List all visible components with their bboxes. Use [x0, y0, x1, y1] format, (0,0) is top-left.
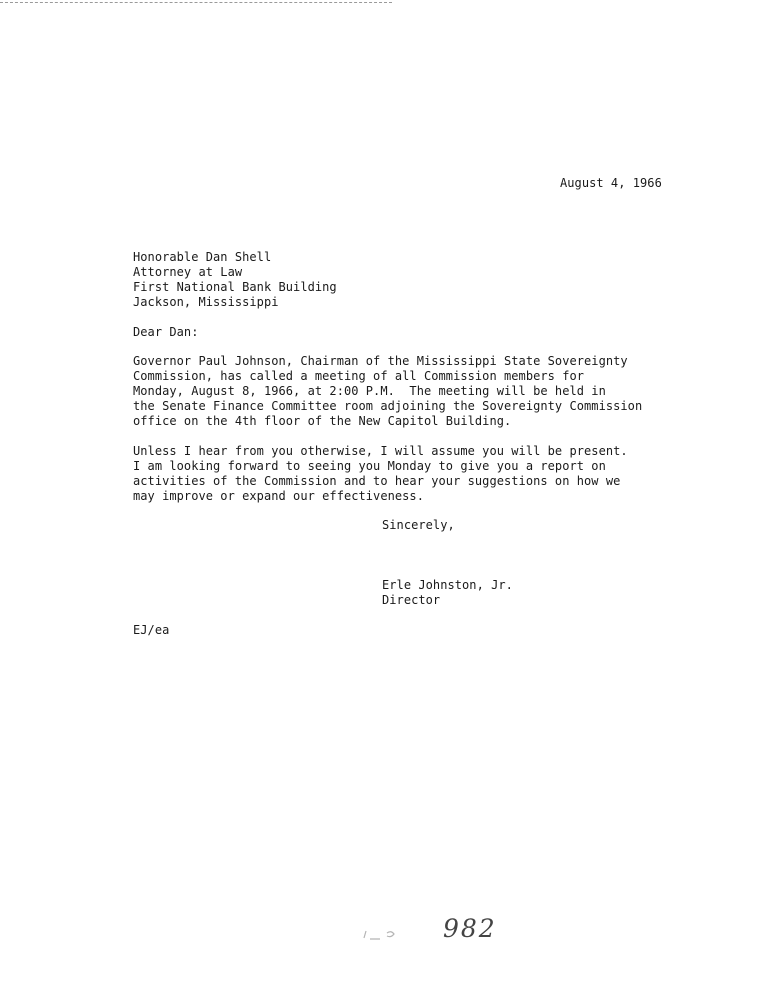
paragraph-2-line: may improve or expand our effectiveness. — [133, 489, 424, 503]
signer-title: Director — [382, 593, 441, 607]
recipient-building: First National Bank Building — [133, 280, 337, 294]
faint-stamp-mark — [360, 928, 420, 942]
paragraph-1-line: Governor Paul Johnson, Chairman of the Mississippi State Sovereignty — [133, 354, 628, 368]
paragraph-1-line: the Senate Finance Committee room adjoining the Sovereignty Commission — [133, 399, 643, 413]
archive-stamp — [360, 912, 510, 946]
salutation: Dear Dan: — [133, 325, 199, 339]
closing: Sincerely, — [382, 518, 455, 532]
letter-date: August 4, 1966 — [560, 176, 662, 190]
paragraph-1-line: Monday, August 8, 1966, at 2:00 P.M. The meeting will be held in — [133, 384, 606, 398]
paragraph-2-line: I am looking forward to seeing you Monday to give you a report on — [133, 459, 606, 473]
paragraph-2-line: activities of the Commission and to hear your suggestions on how we — [133, 474, 621, 488]
paragraph-1-line: Commission, has called a meeting of all Commission members for — [133, 369, 585, 383]
paragraph-2-line: Unless I hear from you otherwise, I will assume you will be present. — [133, 444, 628, 458]
signer-name: Erle Johnston, Jr. — [382, 578, 513, 592]
stamp-number: 982 — [443, 914, 497, 943]
recipient-title: Attorney at Law — [133, 265, 243, 279]
typist-initials: EJ/ea — [133, 623, 170, 637]
top-border — [0, 2, 392, 3]
recipient-name: Honorable Dan Shell — [133, 250, 272, 264]
recipient-city: Jackson, Mississippi — [133, 295, 279, 309]
paragraph-1-line: office on the 4th floor of the New Capitol Building. — [133, 414, 512, 428]
